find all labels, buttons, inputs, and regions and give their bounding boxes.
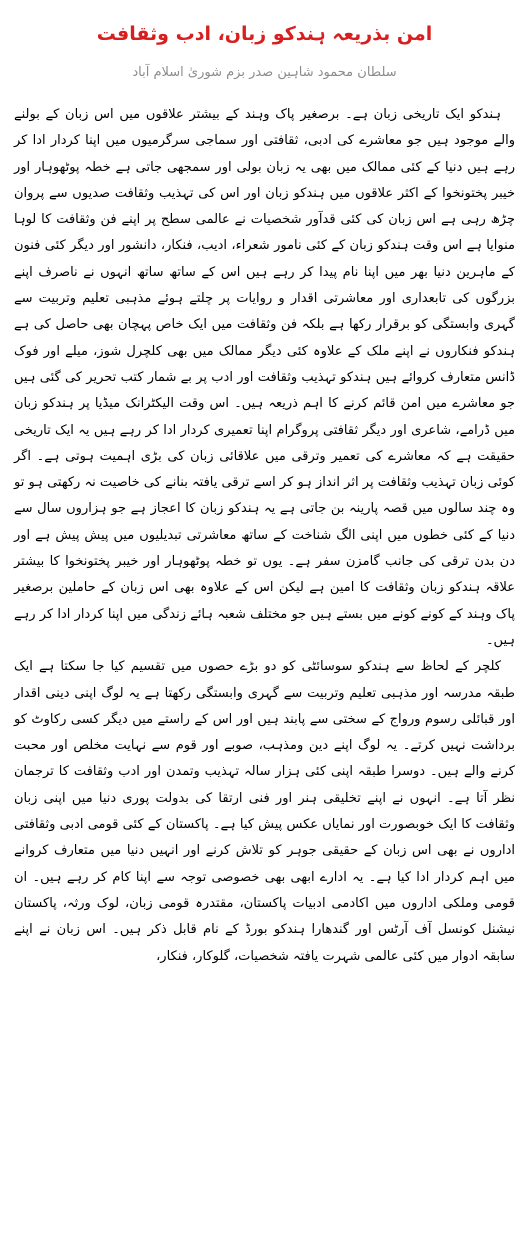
article-byline: سلطان محمود شاہین صدر بزم شوریٰ اسلام آباد [132, 65, 397, 80]
article-paragraph: ہندکو ایک تاریخی زبان ہے۔ برصغیر پاک وہند کے بیشتر علاقوں میں اس زبان کے بولنے والے موجود ہیں جو معاشرے کی ادبی، ثقافتی اور سماجی سرگرمیوں میں اپنا کردار ادا کر رہے ہیں دنیا کے کئی ممالک میں بھی یہ زبان بولی اور سمجھی جاتی ہے خطہ پوٹھوہار اور خیبر پختونخوا کے اکثر علاقوں میں ہندکو زبان اور اس کی تہذیب وثقافت صدیوں سے پروان چڑھ رہی ہے اس زبان کی کئی قدآور شخصیات نے عالمی سطح پر اپنے فن وثقافت کا لوہا منوایا ہے اس وقت ہندکو زبان کے کئی نامور شعراء، ادیب، فنکار، دانشور اور دیگر کئی فنون کے ماہرین دنیا بھر میں اپنا نام پیدا کر رہے ہیں اس کے ساتھ ساتھ انہوں نے ناصرف اپنے بزرگوں کی تابعداری اور معاشرتی اقدار و روایات پر چلتے ہوئے مذہبی تعلیم وتربیت سے گہری وابستگی کو برقرار رکھا ہے بلکہ فن وثقافت میں ایک خاص پہچان بھی حاصل کی ہے ہندکو فنکاروں نے اپنے ملک کے علاوہ کئی دیگر ممالک میں بھی کلچرل شوز، میلے اور فوک ڈانس متعارف کروائے ہیں ہندکو تہذیب وثقافت اور ادب پر بے شمار کتب تحریر کی گئی ہیں جو معاشرے میں امن قائم کرنے کا اہم ذریعہ ہیں۔ اس وقت الیکٹرانک میڈیا پر ہندکو زبان میں ڈرامے، شاعری اور دیگر ثقافتی پروگرام اپنا تعمیری کردار ادا کر رہے ہیں یہ ایک تاریخی حقیقت ہے کہ معاشرے کی تعمیر وترقی میں علاقائی زبان کی بڑی اہمیت ہوتی ہے۔ اگر کوئی زبان تہذیب وثقافت پر اثر انداز ہو کر اسے ترقی یافتہ بنانے کی خاصیت نہ رکھتی ہو تو وہ چند سالوں میں قصہ پارینہ بن جاتی ہے یہ ہندکو زبان کا اعجاز ہے جو ہزاروں سال سے دنیا کے کئی خطوں میں اپنی الگ شناخت کے ساتھ معاشرتی تبدیلیوں میں پیش پیش ہے اور دن بدن ترقی کی جانب گامزن سفر ہے۔ یوں تو خطہ پوٹھوہار اور خیبر پختونخوا کا بیشتر علاقہ ہندکو زبان وثقافت کا امین ہے لیکن اس کے علاوہ بھی اس زبان کے حاملین برصغیر پاک وہند کے کونے کونے میں بستے ہیں جو مختلف شعبہ ہائے زندگی میں اپنا کردار ادا کر رہے ہیں۔ [14, 107, 515, 648]
article-paragraph: کلچر کے لحاظ سے ہندکو سوسائٹی کو دو بڑے حصوں میں تقسیم کیا جا سکتا ہے ایک طبقہ مدرسہ اور مذہبی تعلیم وتربیت سے گہری وابستگی رکھتا ہے یہ لوگ اپنی دینی اقدار اور قبائلی رسوم ورواج کے سختی سے پابند ہیں اور اس کے راستے میں دیگر کسی رکاوٹ کو برداشت نہیں کرتے۔ یہ لوگ اپنے دین ومذہب، صوبے اور قوم سے نہایت مخلص اور محبت کرنے والے ہیں۔ دوسرا طبقہ اپنی کئی ہزار سالہ تہذیب وتمدن اور ادب وثقافت کا ترجمان نظر آتا ہے۔ انہوں نے اپنے تخلیقی ہنر اور فنی ارتقا کی بدولت پوری دنیا میں اپنی زبان وثقافت کا ایک خوبصورت اور نمایاں عکس پیش کیا ہے۔ پاکستان کے کئی قومی ادبی وثقافتی اداروں نے بھی اس زبان کے حقیقی جوہر کو تلاش کرنے اور انہیں دنیا میں متعارف کروانے میں اہم کردار ادا کیا ہے۔ یہ ادارے ابھی بھی خصوصی توجہ سے اپنا کام کر رہے ہیں۔ ان قومی وملکی اداروں میں اکادمی ادبیات پاکستان، مقتدرہ قومی زبان، لوک ورثہ، پاکستان نیشنل کونسل آف آرٹس اور گندھارا ہندکو بورڈ کے نام قابل ذکر ہیں۔ اس زبان نے اپنے سابقہ ادوار میں کئی عالمی شہرت یافتہ شخصیات، گلوکار، فنکار، [14, 659, 515, 964]
article-title: امن بذریعہ ہندکو زبان، ادب وثقافت [96, 23, 433, 45]
article-body [14, 102, 515, 970]
